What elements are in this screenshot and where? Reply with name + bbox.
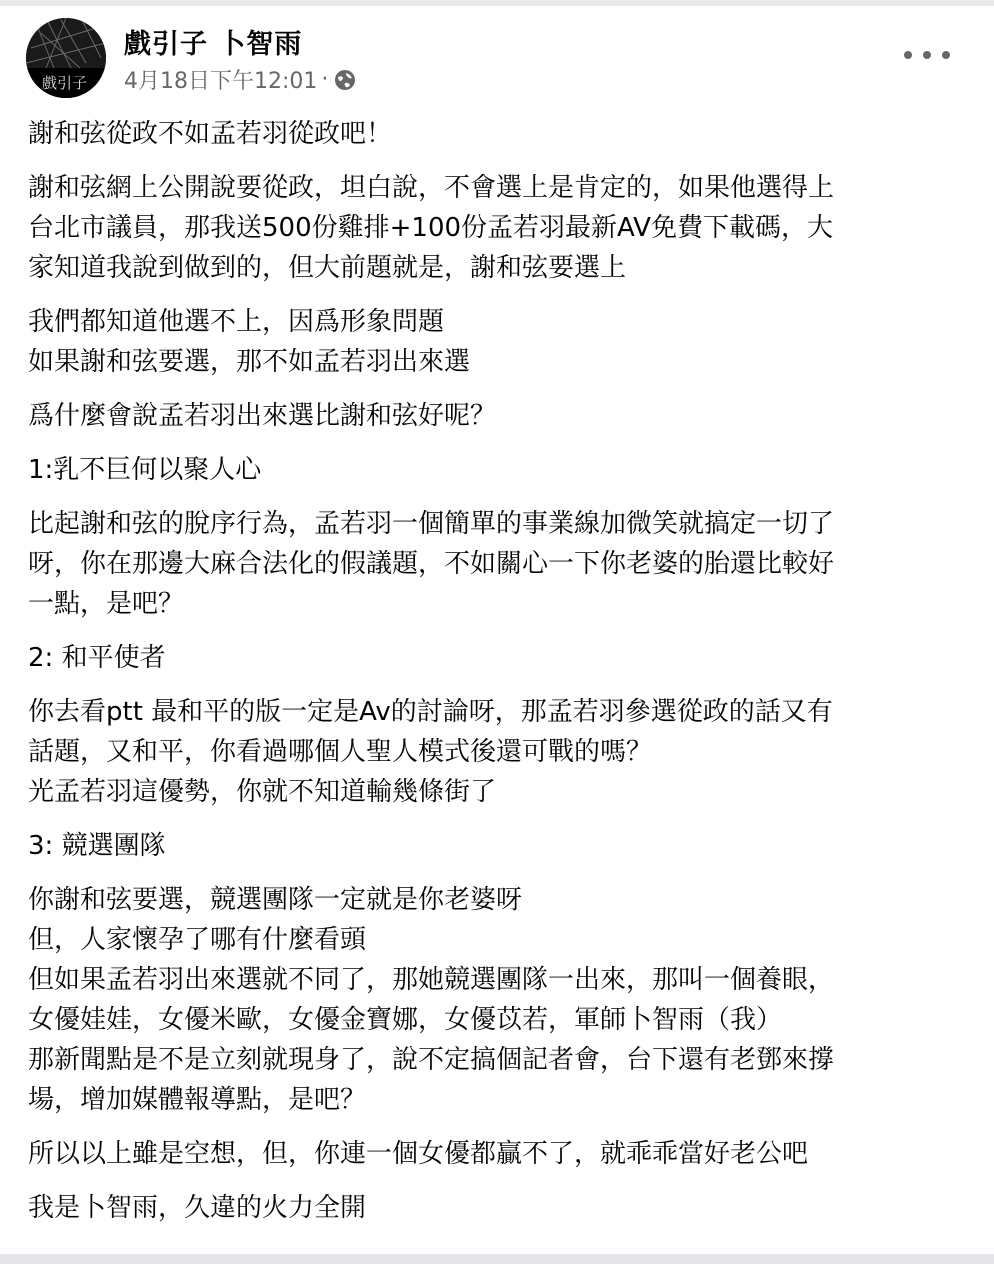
post-text-line: 那新聞點是不是立刻就現身了，說不定搞個記者會，台下還有老鄧來撐 [28, 1045, 835, 1075]
post-paragraph [28, 826, 968, 866]
meta-separator: · [321, 67, 329, 92]
post-text-line: 一點，是吧？ [28, 589, 185, 619]
post-text-line: 我們都知道他選不上，因爲形象問題 [28, 307, 445, 337]
post-timestamp[interactable]: 4月18日下午12:01 [124, 69, 318, 94]
post-text-line: 家知道我說到做到的，但大前題就是，謝和弦要選上 [28, 253, 627, 283]
post-text-line: 你去看ptt 最和平的版一定是Av的討論呀，那孟若羽參選從政的話又有 [28, 697, 833, 727]
post-paragraph [28, 168, 968, 288]
post-paragraph [28, 880, 968, 1120]
author-name[interactable]: 戲引子 卜智雨 [124, 29, 303, 60]
post-paragraph [28, 450, 968, 490]
post-paragraph [28, 1188, 968, 1228]
post-text-line: 爲什麼會說孟若羽出來選比謝和弦好呢？ [28, 401, 497, 431]
post-paragraph [28, 302, 968, 382]
post-paragraph [28, 692, 968, 812]
post-text-line: 你謝和弦要選，競選團隊一定就是你老婆呀 [28, 885, 523, 915]
bottom-border [0, 1254, 994, 1264]
post-paragraph [28, 638, 968, 678]
post-text-line: 台北市議員，那我送500份雞排+100份孟若羽最新AV免費下載碼，大 [28, 213, 833, 243]
post-paragraph [28, 396, 968, 436]
globe-icon [334, 69, 356, 91]
post-text-line: 謝和弦從政不如孟若羽從政吧！ [28, 119, 393, 149]
post-paragraph [28, 504, 968, 624]
facebook-post [0, 6, 994, 1254]
post-text-line: 2: 和平使者 [28, 643, 166, 673]
post-text-line: 3: 競選團隊 [28, 831, 166, 861]
post-text-line: 1:乳不巨何以聚人心 [28, 455, 262, 485]
post-text-line: 但，人家懷孕了哪有什麼看頭 [28, 925, 367, 955]
avatar-text: 戲引子 [42, 74, 88, 92]
post-body [28, 114, 968, 1242]
post-text-line: 但如果孟若羽出來選就不同了，那她競選團隊一出來，那叫一個養眼， [28, 965, 835, 995]
post-text-line: 光孟若羽這優勢，你就不知道輸幾條街了 [28, 777, 497, 807]
post-meta [124, 64, 356, 95]
post-text-line: 比起謝和弦的脫序行為，孟若羽一個簡單的事業線加微笑就搞定一切了 [28, 509, 835, 539]
post-paragraph [28, 114, 968, 154]
more-icon[interactable] [904, 40, 950, 70]
post-text-line: 女優娃娃，女優米歐，女優金寶娜，女優苡若，軍師卜智雨（我） [28, 1005, 783, 1035]
avatar[interactable] [26, 18, 106, 98]
post-text-line: 如果謝和弦要選，那不如孟若羽出來選 [28, 347, 471, 377]
post-text-line: 呀，你在那邊大麻合法化的假議題，不如關心一下你老婆的胎還比較好 [28, 549, 835, 579]
post-text-line: 我是卜智雨，久違的火力全開 [28, 1193, 367, 1223]
post-text-line: 所以以上雖是空想，但，你連一個女優都贏不了，就乖乖當好老公吧 [28, 1139, 809, 1169]
post-paragraph [28, 1134, 968, 1174]
post-text-line: 場，增加媒體報導點，是吧？ [28, 1085, 367, 1115]
post-text-line: 話題，又和平，你看過哪個人聖人模式後還可戰的嗎？ [28, 737, 653, 767]
post-text-line: 謝和弦網上公開說要從政，坦白說，不會選上是肯定的，如果他選得上 [28, 173, 835, 203]
